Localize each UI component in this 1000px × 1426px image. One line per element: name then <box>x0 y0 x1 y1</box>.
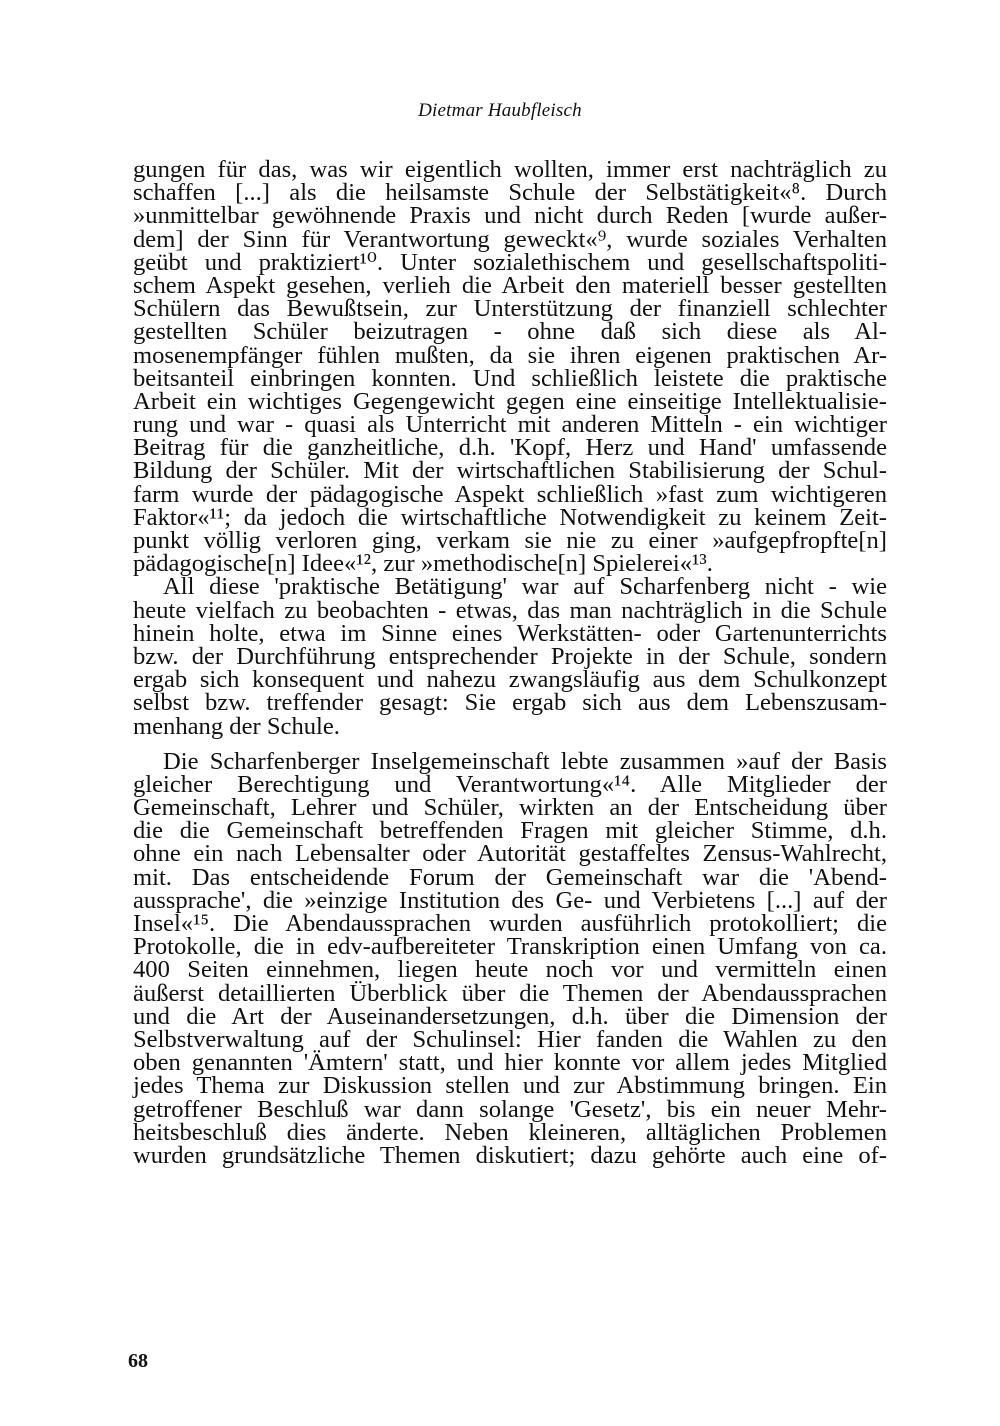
text-line: die die Gemeinschaft betreffenden Fragen mit gleicher Stimme, d.h. <box>133 817 887 845</box>
text-line: oben genannten 'Ämtern' statt, und hier konnte vor allem jedes Mitglied <box>133 1049 887 1077</box>
text-line: gestellten Schüler beizutragen - ohne daß sich diese als Al- <box>133 318 887 346</box>
text-line: dem] der Sinn für Verantwortung geweckt«⁹, wurde soziales Verhalten <box>133 225 887 253</box>
page-number: 68 <box>128 1350 148 1372</box>
text-line: und die Art der Auseinandersetzungen, d.h. über die Dimension der <box>133 1002 887 1030</box>
body-text <box>133 158 887 1167</box>
text-line: punkt völlig verloren ging, verkam sie nie zu einer »aufgepfropfte[n] <box>133 527 887 554</box>
text-line: Bildung der Schüler. Mit der wirtschaftlichen Stabilisierung der Schul- <box>133 457 887 485</box>
text-line: Arbeit ein wichtiges Gegengewicht gegen eine einseitige Intellektualisie- <box>133 387 887 415</box>
text-line: mosenempfänger fühlen mußten, da sie ihren eigenen praktischen Ar- <box>133 341 887 369</box>
text-line: Beitrag für die ganzheitliche, d.h. 'Kopf, Herz und Hand' umfassende <box>133 434 887 462</box>
text-line: äußerst detaillierten Überblick über die Themen der Abendaussprachen <box>133 979 887 1007</box>
text-line: geübt und praktiziert¹⁰. Unter sozialethischem und gesellschaftspoliti- <box>133 248 887 276</box>
text-line: selbst bzw. treffender gesagt: Sie ergab sich aus dem Lebenszusam- <box>133 689 887 717</box>
text-line: farm wurde der pädagogische Aspekt schließlich »fast zum wichtigeren <box>133 480 887 508</box>
text-line: menhang der Schule. <box>133 712 340 740</box>
text-line: Faktor«¹¹; da jedoch die wirtschaftliche Notwendigkeit zu keinem Zeit- <box>133 503 887 531</box>
text-line: ohne ein nach Lebensalter oder Autorität gestaffeltes Zensus-Wahlrecht, <box>133 840 887 868</box>
text-line: gungen für das, was wir eigentlich wollten, immer erst nachträglich zu <box>133 156 887 183</box>
text-line: aussprache', die »einzige Institution des Ge- und Verbietens [...] auf der <box>133 886 887 914</box>
text-line: heitsbeschluß dies änderte. Neben kleineren, alltäglichen Problemen <box>133 1118 887 1146</box>
text-line: Selbstverwaltung auf der Schulinsel: Hier fanden die Wahlen zu den <box>133 1025 887 1053</box>
text-line: Protokolle, die in edv-aufbereiteter Transkription einen Umfang von ca. <box>133 933 887 961</box>
text-line: heute vielfach zu beobachten - etwas, das man nachträglich in die Schule <box>133 596 887 624</box>
text-line: bzw. der Durchführung entsprechender Projekte in der Schule, sondern <box>133 642 887 670</box>
text-line: schem Aspekt gesehen, verlieh die Arbeit den materiell besser gestellten <box>133 271 887 299</box>
text-line: »unmittelbar gewöhnende Praxis und nicht durch Reden [wurde außer- <box>133 202 887 230</box>
text-line: Gemeinschaft, Lehrer und Schüler, wirkten an der Entscheidung über <box>133 794 887 822</box>
text-line: gleicher Berechtigung und Verantwortung«¹⁴. Alle Mitglieder der <box>133 770 887 798</box>
text-line: mit. Das entscheidende Forum der Gemeinschaft war die 'Abend- <box>133 863 887 891</box>
running-header: Dietmar Haubfleisch <box>418 100 582 121</box>
text-line: schaffen [...] als die heilsamste Schule der Selbstätigkeit«⁸. Durch <box>133 179 887 207</box>
text-line: beitsanteil einbringen konnten. Und schließlich leistete die praktische <box>133 364 887 392</box>
text-line: jedes Thema zur Diskussion stellen und zur Abstimmung bringen. Ein <box>133 1072 887 1100</box>
text-line: 400 Seiten einnehmen, liegen heute noch vor und vermitteln einen <box>133 956 887 984</box>
text-line: Insel«¹⁵. Die Abendaussprachen wurden ausführlich protokolliert; die <box>133 910 887 937</box>
text-line: Schülern das Bewußtsein, zur Unterstützung der finanziell schlechter <box>133 295 887 323</box>
text-line: All diese 'praktische Betätigung' war auf Scharfenberg nicht - wie <box>163 573 887 601</box>
text-line: wurden grundsätzliche Themen diskutiert; dazu gehörte auch eine of- <box>133 1141 887 1169</box>
text-line: Die Scharfenberger Inselgemeinschaft lebte zusammen »auf der Basis <box>163 747 887 775</box>
text-line: rung und war - quasi als Unterricht mit anderen Mitteln - ein wichtiger <box>133 411 887 439</box>
text-line: ergab sich konsequent und nahezu zwangsläufig aus dem Schulkonzept <box>133 666 887 694</box>
text-line: pädagogische[n] Idee«¹², zur »methodische[n] Spielerei«¹³. <box>133 550 713 578</box>
text-line: getroffener Beschluß war dann solange 'Gesetz', bis ein neuer Mehr- <box>133 1095 887 1123</box>
text-line: hinein holte, etwa im Sinne eines Werkstätten- oder Gartenunterrichts <box>133 619 887 647</box>
